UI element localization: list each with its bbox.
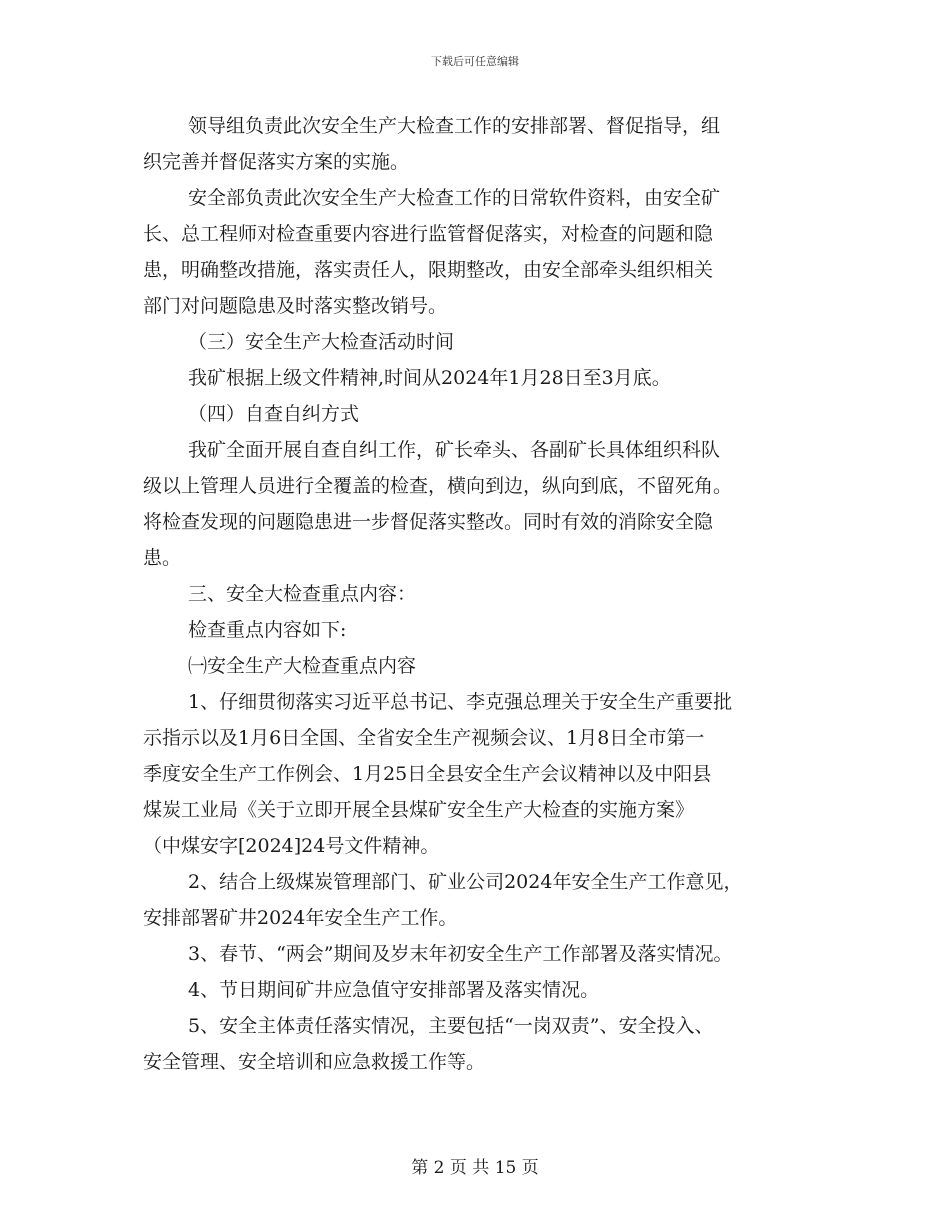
- paragraph-line: 级以上管理人员进行全覆盖的检查，横向到边，纵向到底，不留死角。: [143, 475, 733, 497]
- paragraph: [143, 180, 823, 324]
- paragraph-line: 煤炭工业局《关于立即开展全县煤矿安全生产大检查的实施方案》: [143, 799, 695, 821]
- paragraph: [143, 396, 823, 432]
- paragraph: [143, 612, 823, 648]
- paragraph-line: 领导组负责此次安全生产大检查工作的安排部署、督促指导，组: [188, 115, 721, 137]
- paragraph-line: 2、结合上级煤炭管理部门、矿业公司2024年安全生产工作意见，: [188, 871, 743, 893]
- paragraph: [143, 324, 823, 360]
- paragraph-line: 季度安全生产工作例会、1月25日全县安全生产会议精神以及中阳县: [143, 763, 712, 785]
- paragraph-line: 安全部负责此次安全生产大检查工作的日常软件资料，由安全矿: [188, 187, 721, 209]
- paragraph: [143, 108, 823, 180]
- paragraph: [143, 432, 823, 576]
- paragraph: [143, 360, 823, 396]
- paragraph: [143, 936, 823, 972]
- paragraph-line: 4、节日期间矿井应急值守安排部署及落实情况。: [188, 979, 600, 1001]
- paragraph-line: 检查重点内容如下:: [188, 619, 347, 641]
- paragraph-line: 织完善并督促落实方案的实施。: [143, 151, 410, 173]
- paragraph-line: 部门对问题隐患及时落实整改销号。: [143, 295, 448, 317]
- paragraph: [143, 576, 823, 612]
- paragraph-line: 安排部署矿井2024年安全生产工作。: [143, 907, 458, 929]
- paragraph-line: （三）安全生产大检查活动时间: [188, 331, 455, 353]
- paragraph-line: 患，明确整改措施，落实责任人，限期整改，由安全部牵头组织相关: [143, 259, 714, 281]
- page-header: 下载后可任意编辑: [431, 55, 519, 68]
- paragraph-line: 示指示以及1月6日全国、全省安全生产视频会议、1月8日全市第一: [143, 727, 705, 749]
- paragraph: [143, 864, 823, 936]
- paragraph-line: 5、安全主体责任落实情况，主要包括“一岗双责”、安全投入、: [188, 1015, 714, 1037]
- paragraph-line: 1、仔细贯彻落实习近平总书记、李克强总理关于安全生产重要批: [188, 691, 733, 713]
- paragraph-line: 长、总工程师对检查重要内容进行监管督促落实，对检查的问题和隐: [143, 223, 714, 245]
- paragraph-line: 安全管理、安全培训和应急救援工作等。: [143, 1051, 486, 1073]
- paragraph: [143, 972, 823, 1008]
- paragraph: [143, 1008, 823, 1080]
- paragraph: [143, 684, 823, 864]
- paragraph-line: 3、春节、“两会”期间及岁末年初安全生产工作部署及落实情况。: [188, 943, 733, 965]
- paragraph-line: （四）自查自纠方式: [188, 403, 360, 425]
- paragraph-line: 患。: [143, 547, 182, 569]
- paragraph-line: ㈠安全生产大检查重点内容: [188, 655, 417, 677]
- paragraph-line: 将检查发现的问题隐患进一步督促落实整改。同时有效的消除安全隐: [143, 511, 714, 533]
- paragraph-line: 我矿全面开展自查自纠工作，矿长牵头、各副矿长具体组织科队: [188, 439, 721, 461]
- paragraph-line: 三、安全大检查重点内容：: [188, 583, 417, 605]
- paragraph: [143, 648, 823, 684]
- paragraph-line: 我矿根据上级文件精神,时间从2024年1月28日至3月底。: [188, 367, 671, 389]
- document-body: [143, 108, 823, 1080]
- page-footer: 第 2 页 共 15 页: [411, 1158, 539, 1178]
- paragraph-line: （中煤安字[2024]24号文件精神。: [143, 835, 440, 857]
